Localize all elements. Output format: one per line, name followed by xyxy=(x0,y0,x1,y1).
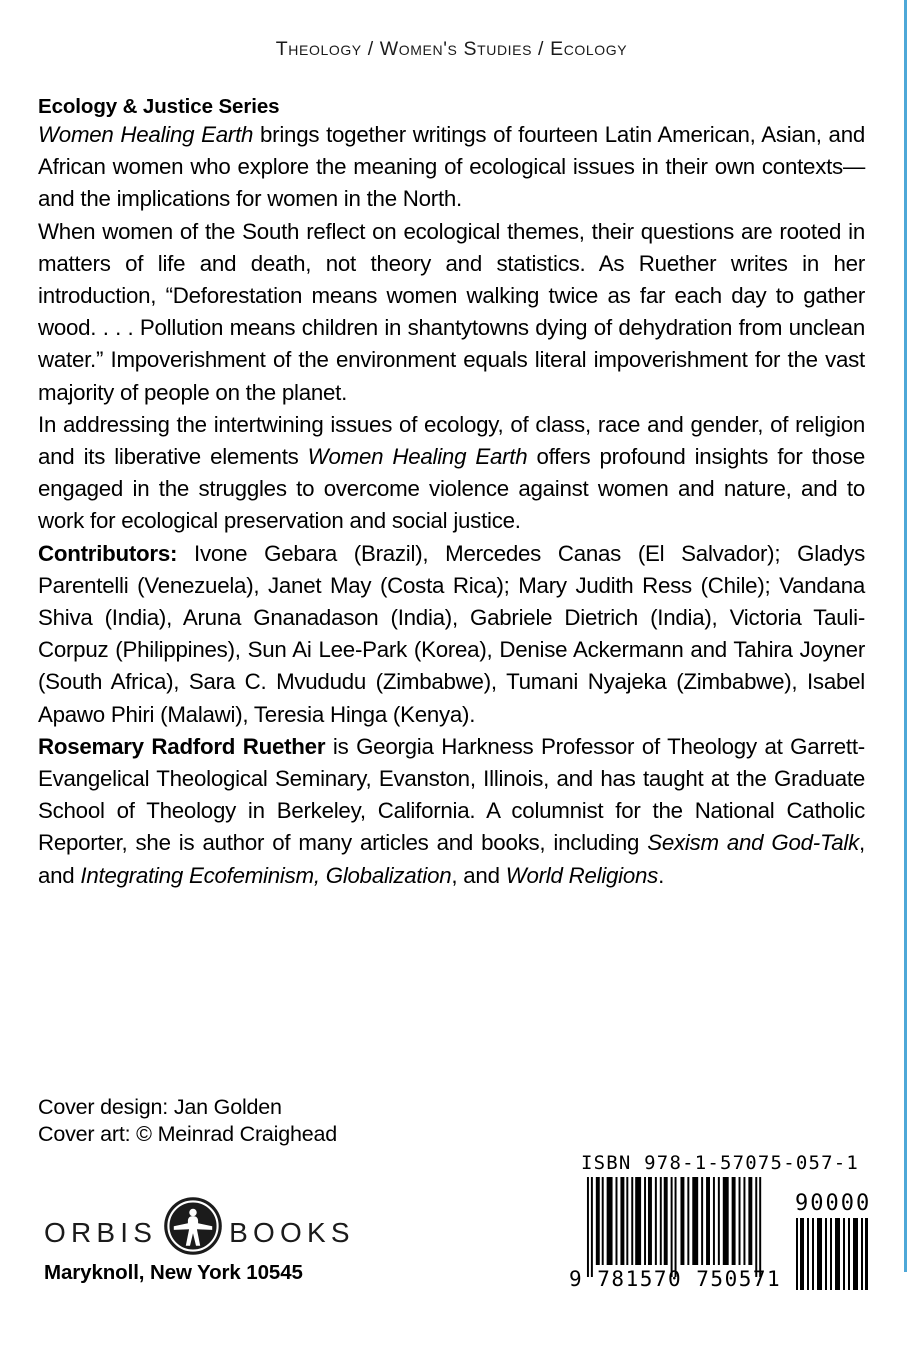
author-bio-part-4: . xyxy=(658,862,665,888)
barcode-bars-row xyxy=(563,1177,872,1291)
author-bio-part-2: , and xyxy=(38,830,865,888)
blurb-paragraph-1 xyxy=(38,119,865,216)
addon5-barcode-image xyxy=(795,1218,869,1290)
ean13-barcode-image xyxy=(585,1177,772,1277)
author-book-title-1: Sexism and God-Talk xyxy=(647,830,860,856)
cover-design-credit: Cover design: Jan Golden xyxy=(38,1095,282,1119)
category-header: Theology / Women's Studies / Ecology xyxy=(275,38,628,60)
author-bio-paragraph xyxy=(38,731,865,892)
blurb-paragraph-2: When women of the South reflect on ecological themes, their questions are rooted in matters of life and death, not theory and statistics. As Ruether writes in her introduction, “Deforestation means women walking twice as far each day to gather wood. . . . Pollution means children in shantytowns dying of dehydration from unclean water.” Impoverishment of the environment equals literal impoverishment for the vast majority of people on the planet. xyxy=(38,218,865,405)
publisher-logo-block xyxy=(44,1196,355,1285)
ean-digits-text: 9 781570 750571 xyxy=(569,1267,782,1291)
author-bio-part-1: is Georgia Harkness Professor of Theology at Garrett-Evangelical Theological Seminary, Evanston, Illinois, and has taught at the Graduate School of Theology in Berkeley, California. A columnist for the National Catholic Reporter, she is author of many articles and books, including xyxy=(38,733,865,856)
book-title-italic: Women Healing Earth xyxy=(38,122,254,147)
addon-digits-text: 90000 xyxy=(795,1191,872,1216)
orbis-globe-figure-icon xyxy=(163,1196,223,1256)
cover-art-credit: Cover art: © Meinrad Craighead xyxy=(38,1121,338,1146)
isbn-text: ISBN 978-1-57075-057-1 xyxy=(580,1152,860,1174)
publisher-name-left: ORBIS xyxy=(44,1217,158,1248)
author-book-title-2: Integrating Ecofeminism, Globalization xyxy=(80,862,452,888)
blurb-paragraph-3-before: In addressing the intertwining issues of ecology, of class, race and gender, of religion and its liberative elements xyxy=(38,411,865,470)
barcode-block xyxy=(563,1152,872,1291)
contributors-label: Contributors: xyxy=(38,540,178,566)
contributors-list: Ivone Gebara (Brazil), Mercedes Canas (El Salvador); Gladys Parentelli (Venezuela), Janet May (Costa Rica); Mary Judith Ress (Chile); Vandana Shiva (India), Aruna Gnanadason (India), Gabriele Dietrich (India), Victoria Tauli-Corpuz (Philippines), Sun Ai Lee-Park (Korea), Denise Ackermann and Tahira Joyner (South Africa), Sara C. Mvududu (Zimbabwe), Tumani Nyajeka (Zimbabwe), Isabel Apawo Phiri (Malawi), Teresia Hinga (Kenya). xyxy=(38,540,865,727)
publisher-wordmark xyxy=(44,1196,355,1256)
book-title-italic: Women Healing Earth xyxy=(307,444,528,470)
series-title: Ecology & Justice Series xyxy=(38,95,280,118)
publisher-imprint-address: Maryknoll, New York 10545 xyxy=(44,1261,303,1284)
cover-credits xyxy=(38,1094,337,1147)
author-name: Rosemary Radford Ruether xyxy=(38,733,326,759)
blurb-paragraph-3 xyxy=(38,409,865,538)
contributors-paragraph xyxy=(38,538,865,731)
publisher-name-right: BOOKS xyxy=(229,1217,355,1248)
author-book-title-3: World Religions xyxy=(505,862,659,888)
blurb-paragraph-3-after: offers profound insights for those engaged in the struggles to overcome violence against women and nature, and to work for ecological preservation and social justice. xyxy=(38,444,865,534)
addon-barcode-group xyxy=(795,1191,872,1295)
author-bio-part-3: , and xyxy=(451,862,506,888)
blurb-paragraph-1-text: brings together writings of fourteen Latin American, Asian, and African women who explore the meaning of ecological issues in their own contexts—and the implications for women in the North. xyxy=(38,122,865,212)
